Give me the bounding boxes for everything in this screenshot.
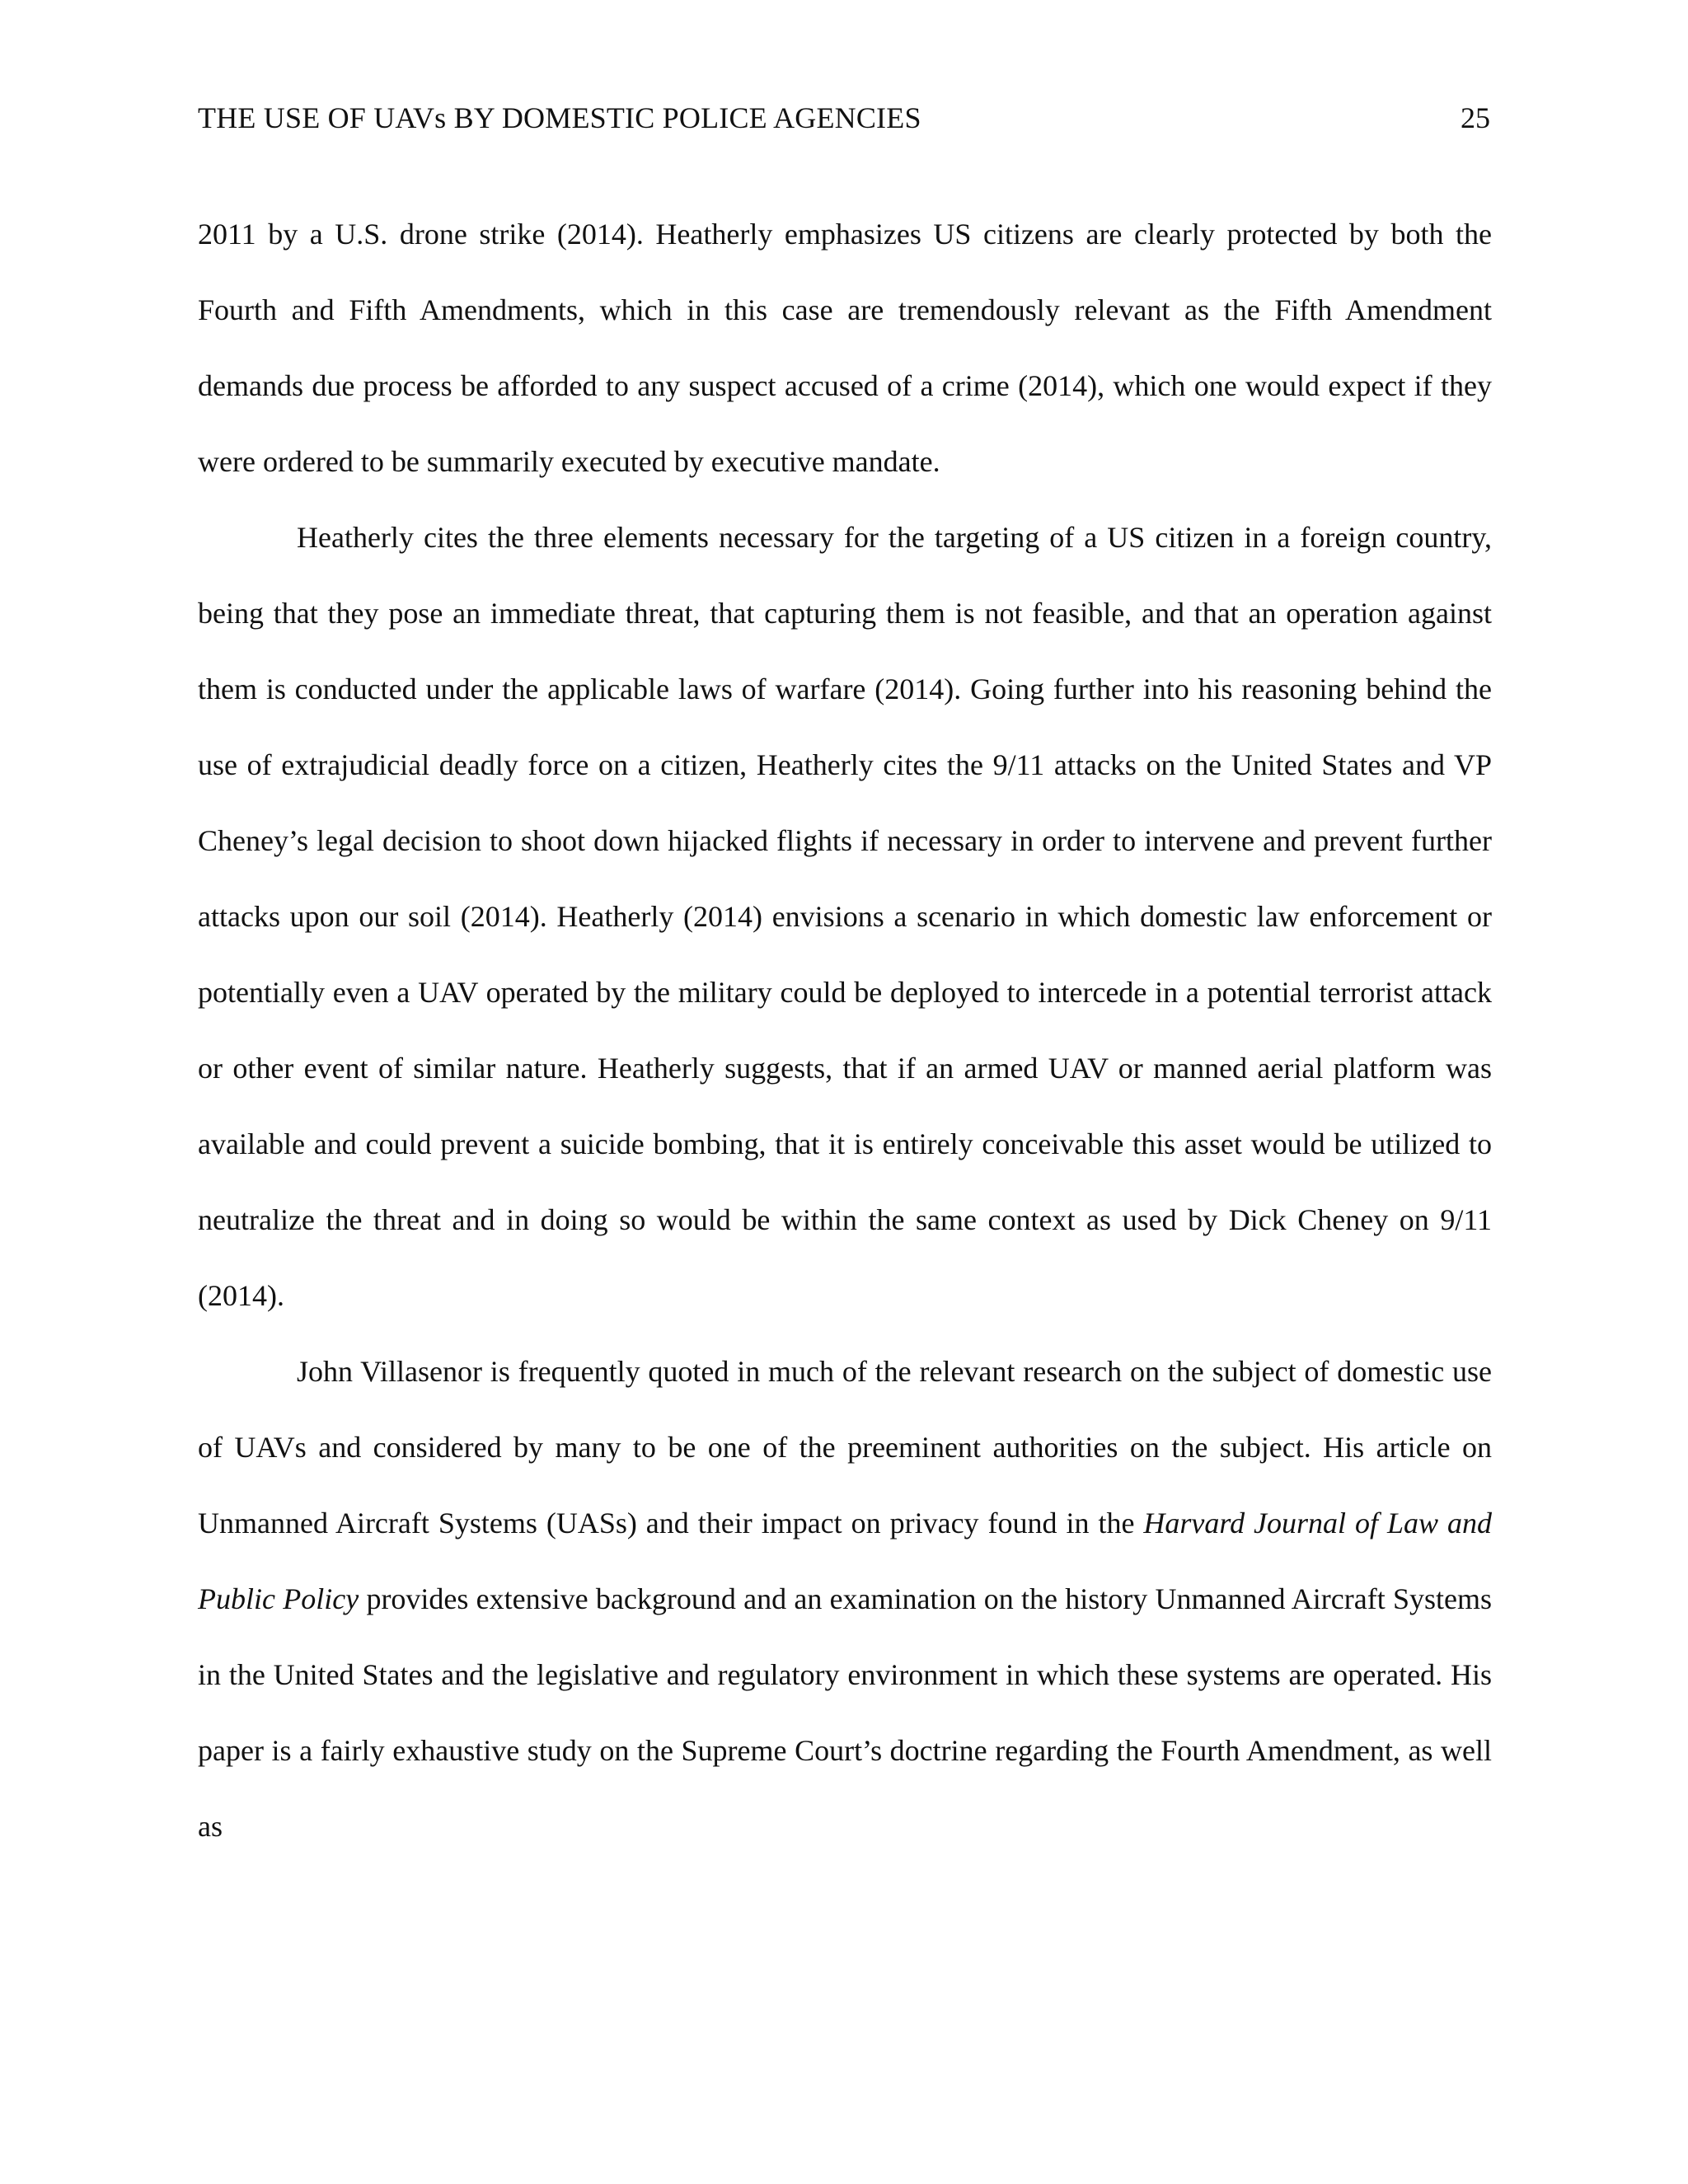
running-title: THE USE OF UAVs BY DOMESTIC POLICE AGENCIES bbox=[198, 101, 921, 134]
paragraph-3-text-before: John Villasenor is frequently quoted in much of the relevant research on the subject of domestic use of UAVs and considered by many to be one of the preeminent authorities on the subject. His article on Unmanned Aircraft Systems (UASs) and their impact on privacy found in the bbox=[198, 1355, 1492, 1540]
paragraph-2: Heatherly cites the three elements necessary for the targeting of a US citizen in a foreign country, being that they pose an immediate threat, that capturing them is not feasible, and that an operation against them is conducted under the applicable laws of warfare (2014). Going further into his reasoning behind the use of extrajudicial deadly force on a citizen, Heatherly cites the 9/11 attacks on the United States and VP Cheney’s legal decision to shoot down hijacked flights if necessary in order to intervene and prevent further attacks upon our soil (2014). Heatherly (2014) envisions a scenario in which domestic law enforcement or potentially even a UAV operated by the military could be deployed to intercede in a potential terrorist attack or other event of similar nature. Heatherly suggests, that if an armed UAV or manned aerial platform was available and could prevent a suicide bombing, that it is entirely conceivable this asset would be utilized to neutralize the threat and in doing so would be within the same context as used by Dick Cheney on 9/11 (2014). bbox=[198, 521, 1492, 1312]
running-head bbox=[198, 97, 1490, 138]
page-number: 25 bbox=[1461, 101, 1490, 134]
paragraph-3-text-after: provides extensive background and an examination on the history Unmanned Aircraft Systems in the United States and the legislative and regulatory environment in which these systems are operated. His paper is a fairly exhaustive study on the Supreme Court’s doctrine regarding the Fourth Amendment, as well as bbox=[198, 1582, 1492, 1843]
paragraph-3 bbox=[198, 1333, 1492, 1864]
body-text bbox=[198, 196, 1492, 1864]
paragraph-1: 2011 by a U.S. drone strike (2014). Heatherly emphasizes US citizens are clearly protected by both the Fourth and Fifth Amendments, which in this case are tremendously relevant as the Fifth Amendment demands due process be afforded to any suspect accused of a crime (2014), which one would expect if they were ordered to be summarily executed by executive mandate. bbox=[198, 218, 1492, 478]
journal-title: Harvard Journal of Law and Public Policy bbox=[198, 1507, 1492, 1615]
